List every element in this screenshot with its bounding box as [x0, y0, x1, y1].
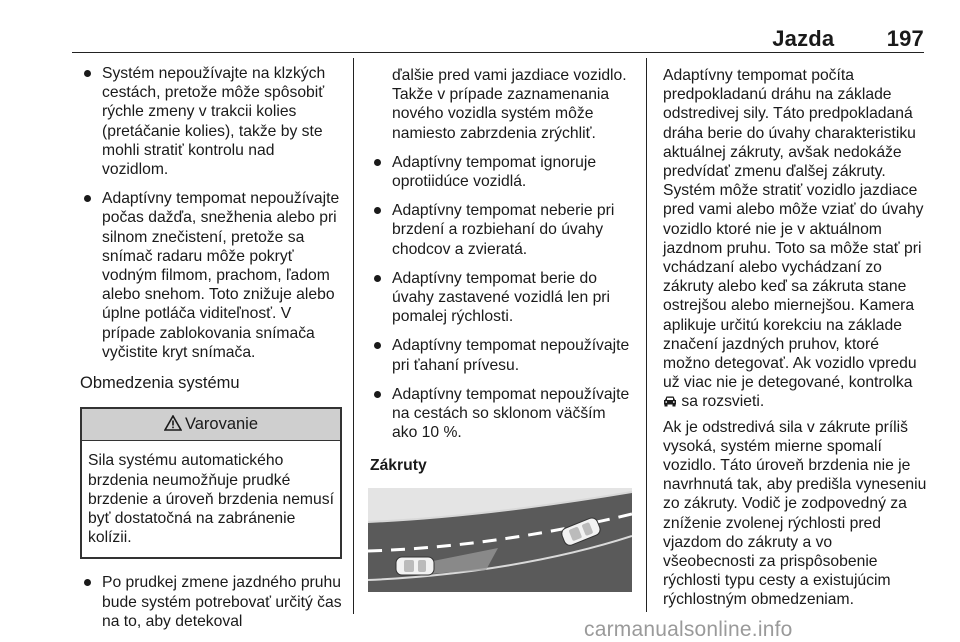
continued-text: ďalšie pred vami jazdiace vozidlo. Takže v prípade zaznamenania nového vozidla systém môže namiesto zabrzdenia zrýchliť.	[392, 67, 627, 142]
list-item: Adaptívny tempomat neberie pri brzdení a rozbiehaní do úvahy chodcov a zvieratá.	[370, 201, 632, 259]
list-item: Adaptívny tempomat ignoruje oprotiidúce vozidlá.	[370, 153, 632, 191]
paragraph-curves-1	[663, 66, 927, 412]
bullet-list-1	[80, 64, 342, 362]
list-item: Systém nepoužívajte na klzkých cestách, pretože môže spôsobiť rýchle zmeny v trakcii kolies (pretáčanie kolies), takže by ste mohli stratiť kontrolu nad vozidlom.	[80, 64, 342, 179]
column-2	[370, 66, 632, 592]
list-item: Adaptívny tempomat berie do úvahy zastavené vozidlá len pri pomalej rýchlosti.	[370, 269, 632, 327]
page-number: 197	[886, 26, 924, 51]
paragraph-text: Adaptívny tempomat počíta predpokladanú dráhu na základe odstredivej sily. Táto predpokladaná dráha berie do úvahy charakteristiku aktuálnej zákruty, avšak nedokáže predvídať zmenu ďalšej zákruty. Systém môže stratiť vozidlo jazdiace pred vami alebo môže vziať do úvahy vozidlo ktoré nie je v aktuálnom jazdnom pruhu. Toto sa môže stať pri vchádzaní alebo vychádzaní zo zákruty alebo keď sa zákruta stane ostrejšou alebo miernejšou. Kamera aplikuje určitú korekciu na základe značení jazdných pruhov, ktoré možno detegovať. Ak vozidlo vpredu už viac nie je detegované, kontrolka	[663, 67, 924, 392]
watermark: carmanualsonline.info	[584, 618, 793, 641]
bullet-list-3	[370, 153, 632, 443]
list-item: Adaptívny tempomat nepoužívajte počas dažďa, snežhenia alebo pri silnom znečistení, pretože sa snímač radaru môže pokryť vodným filmom, prachom, ľadom alebo snehom. Toto znižuje alebo úplne potláča viditeľnosť. V prípade zablokovania snímača vyčistite kryt snímača.	[80, 189, 342, 362]
column-divider-2	[646, 58, 647, 612]
page-header	[772, 26, 924, 52]
section-heading: Obmedzenia systému	[80, 374, 240, 393]
warning-title: Varovanie	[184, 415, 259, 434]
paragraph-curves-2: Ak je odstredivá sila v zákrute príliš vysoká, systém mierne spomalí vozidlo. Táto úroveň brzdenia nie je navrhnutá tak, aby predišla vyneseniu zo zákruty. Vodič je zodpovedný za zníženie zvolenej rýchlosti pred vjazdom do zákruty a vo všeobecnosti za prispôsobenie rýchlosti typu cesty a existujúcim rýchlostným obmedzeniam.	[663, 418, 927, 609]
paragraph-text: sa rozsvieti.	[681, 393, 765, 411]
list-item: Adaptívny tempomat nepoužívajte na cestách so sklonom väčším ako 10 %.	[370, 385, 632, 443]
bullet-list-2	[80, 573, 342, 631]
column-1	[80, 64, 342, 641]
header-rule	[72, 52, 924, 53]
column-divider-1	[353, 58, 354, 614]
column-3	[663, 66, 927, 616]
list-item: Adaptívny tempomat nepoužívajte pri ťahaní prívesu.	[370, 336, 632, 374]
list-item: Po prudkej zmene jazdného pruhu bude systém potrebovať určitý čas na to, aby detekoval	[80, 573, 342, 631]
warning-box	[80, 407, 342, 559]
warning-text: Sila systému automatického brzdenia neumožňuje prudké brzdenie a úroveň brzdenia nemusí byť dostatočná na zabránenie kolízii.	[88, 452, 334, 547]
warning-header	[82, 409, 340, 441]
chapter-title: Jazda	[772, 26, 835, 51]
curve-illustration	[368, 488, 632, 592]
vehicle-ahead-indicator-icon	[663, 393, 677, 405]
warning-triangle-icon	[164, 415, 182, 431]
subheading-curves: Zákruty	[370, 457, 427, 475]
